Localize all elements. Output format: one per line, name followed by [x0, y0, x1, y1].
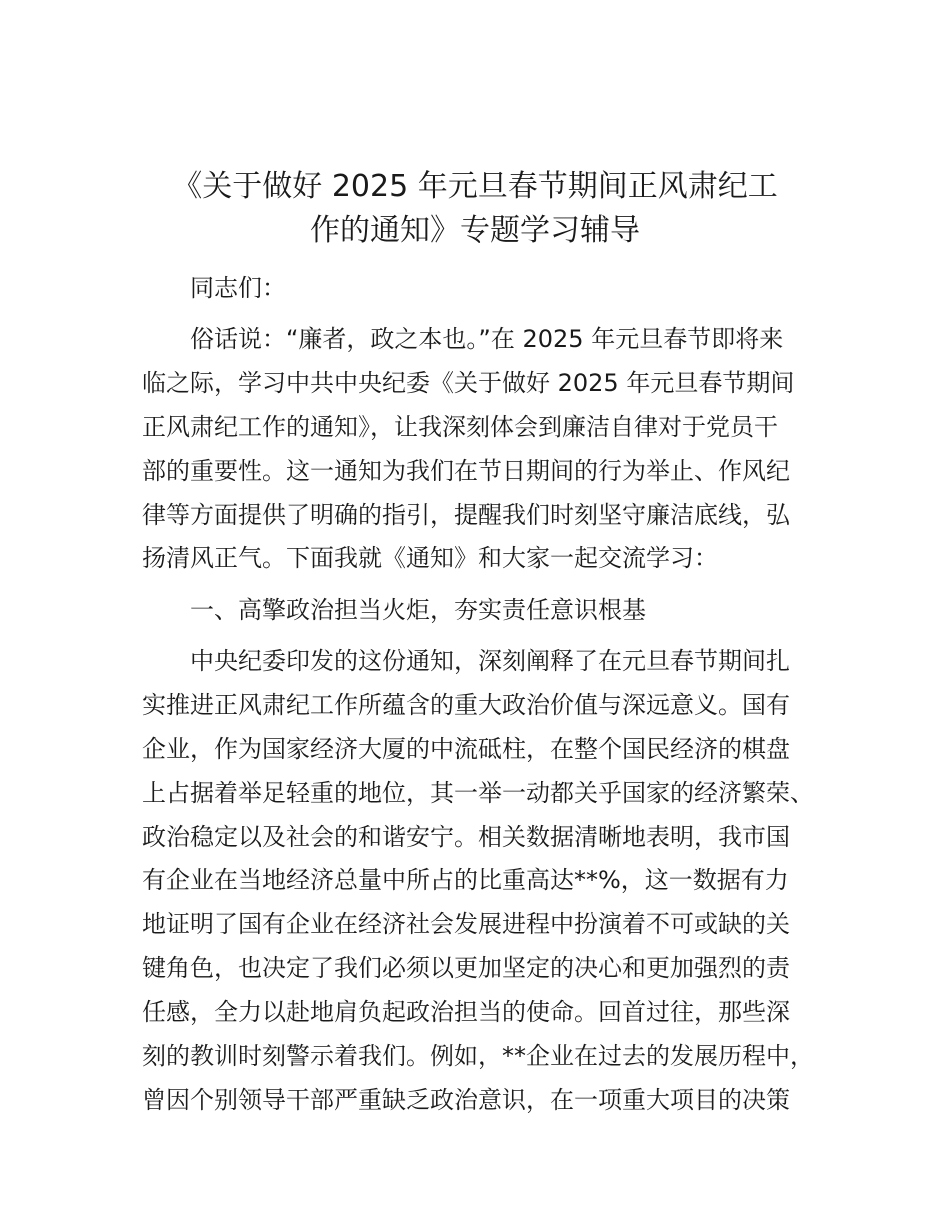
paragraph-2-line: 刻的教训时刻警示着我们。例如，**企业在过去的发展历程中，	[142, 1042, 814, 1070]
document-title-line-2: 作的通知》专题学习辅导	[310, 213, 640, 248]
paragraph-2-line: 地证明了国有企业在经济社会发展进程中扮演着不可或缺的关	[142, 910, 790, 938]
paragraph-2-line: 上占据着举足轻重的地位，其一举一动都关乎国家的经济繁荣、	[142, 779, 814, 807]
paragraph-1-line: 部的重要性。这一通知为我们在节日期间的行为举止、作风纪	[142, 457, 790, 485]
paragraph-2-line: 有企业在当地经济总量中所占的比重高达**%，这一数据有力	[142, 866, 789, 894]
paragraph-2-line: 企业，作为国家经济大厦的中流砥柱，在整个国民经济的棋盘	[142, 735, 790, 763]
paragraph-2-line: 实推进正风肃纪工作所蕴含的重大政治价值与深远意义。国有	[142, 691, 790, 719]
document-title-line-1: 《关于做好 2025 年元旦春节期间正风肃纪工	[172, 169, 778, 204]
paragraph-1-line: 律等方面提供了明确的指引，提醒我们时刻坚守廉洁底线，弘	[142, 501, 790, 529]
section-1-heading: 一、高擎政治担当火炬，夯实责任意识根基	[190, 596, 646, 624]
paragraph-1-line: 临之际，学习中共中央纪委《关于做好 2025 年元旦春节期间	[142, 369, 795, 397]
paragraph-2-line: 任感，全力以赴地肩负起政治担当的使命。回首过往，那些深	[142, 998, 790, 1026]
paragraph-1-line: 俗话说：“廉者，政之本也。”在 2025 年元旦春节即将来	[190, 325, 784, 353]
paragraph-2-line: 政治稳定以及社会的和谐安宁。相关数据清晰地表明，我市国	[142, 823, 790, 851]
paragraph-2-line: 曾因个别领导干部严重缺乏政治意识，在一项重大项目的决策	[142, 1086, 790, 1114]
salutation: 同志们：	[190, 274, 286, 302]
paragraph-1-line: 正风肃纪工作的通知》，让我深刻体会到廉洁自律对于党员干	[142, 413, 778, 441]
paragraph-2-line: 中央纪委印发的这份通知，深刻阐释了在元旦春节期间扎	[190, 647, 790, 675]
paragraph-1-line: 扬清风正气。下面我就《通知》和大家一起交流学习：	[142, 544, 718, 572]
paragraph-2-line: 键角色，也决定了我们必须以更加坚定的决心和更加强烈的责	[142, 954, 790, 982]
